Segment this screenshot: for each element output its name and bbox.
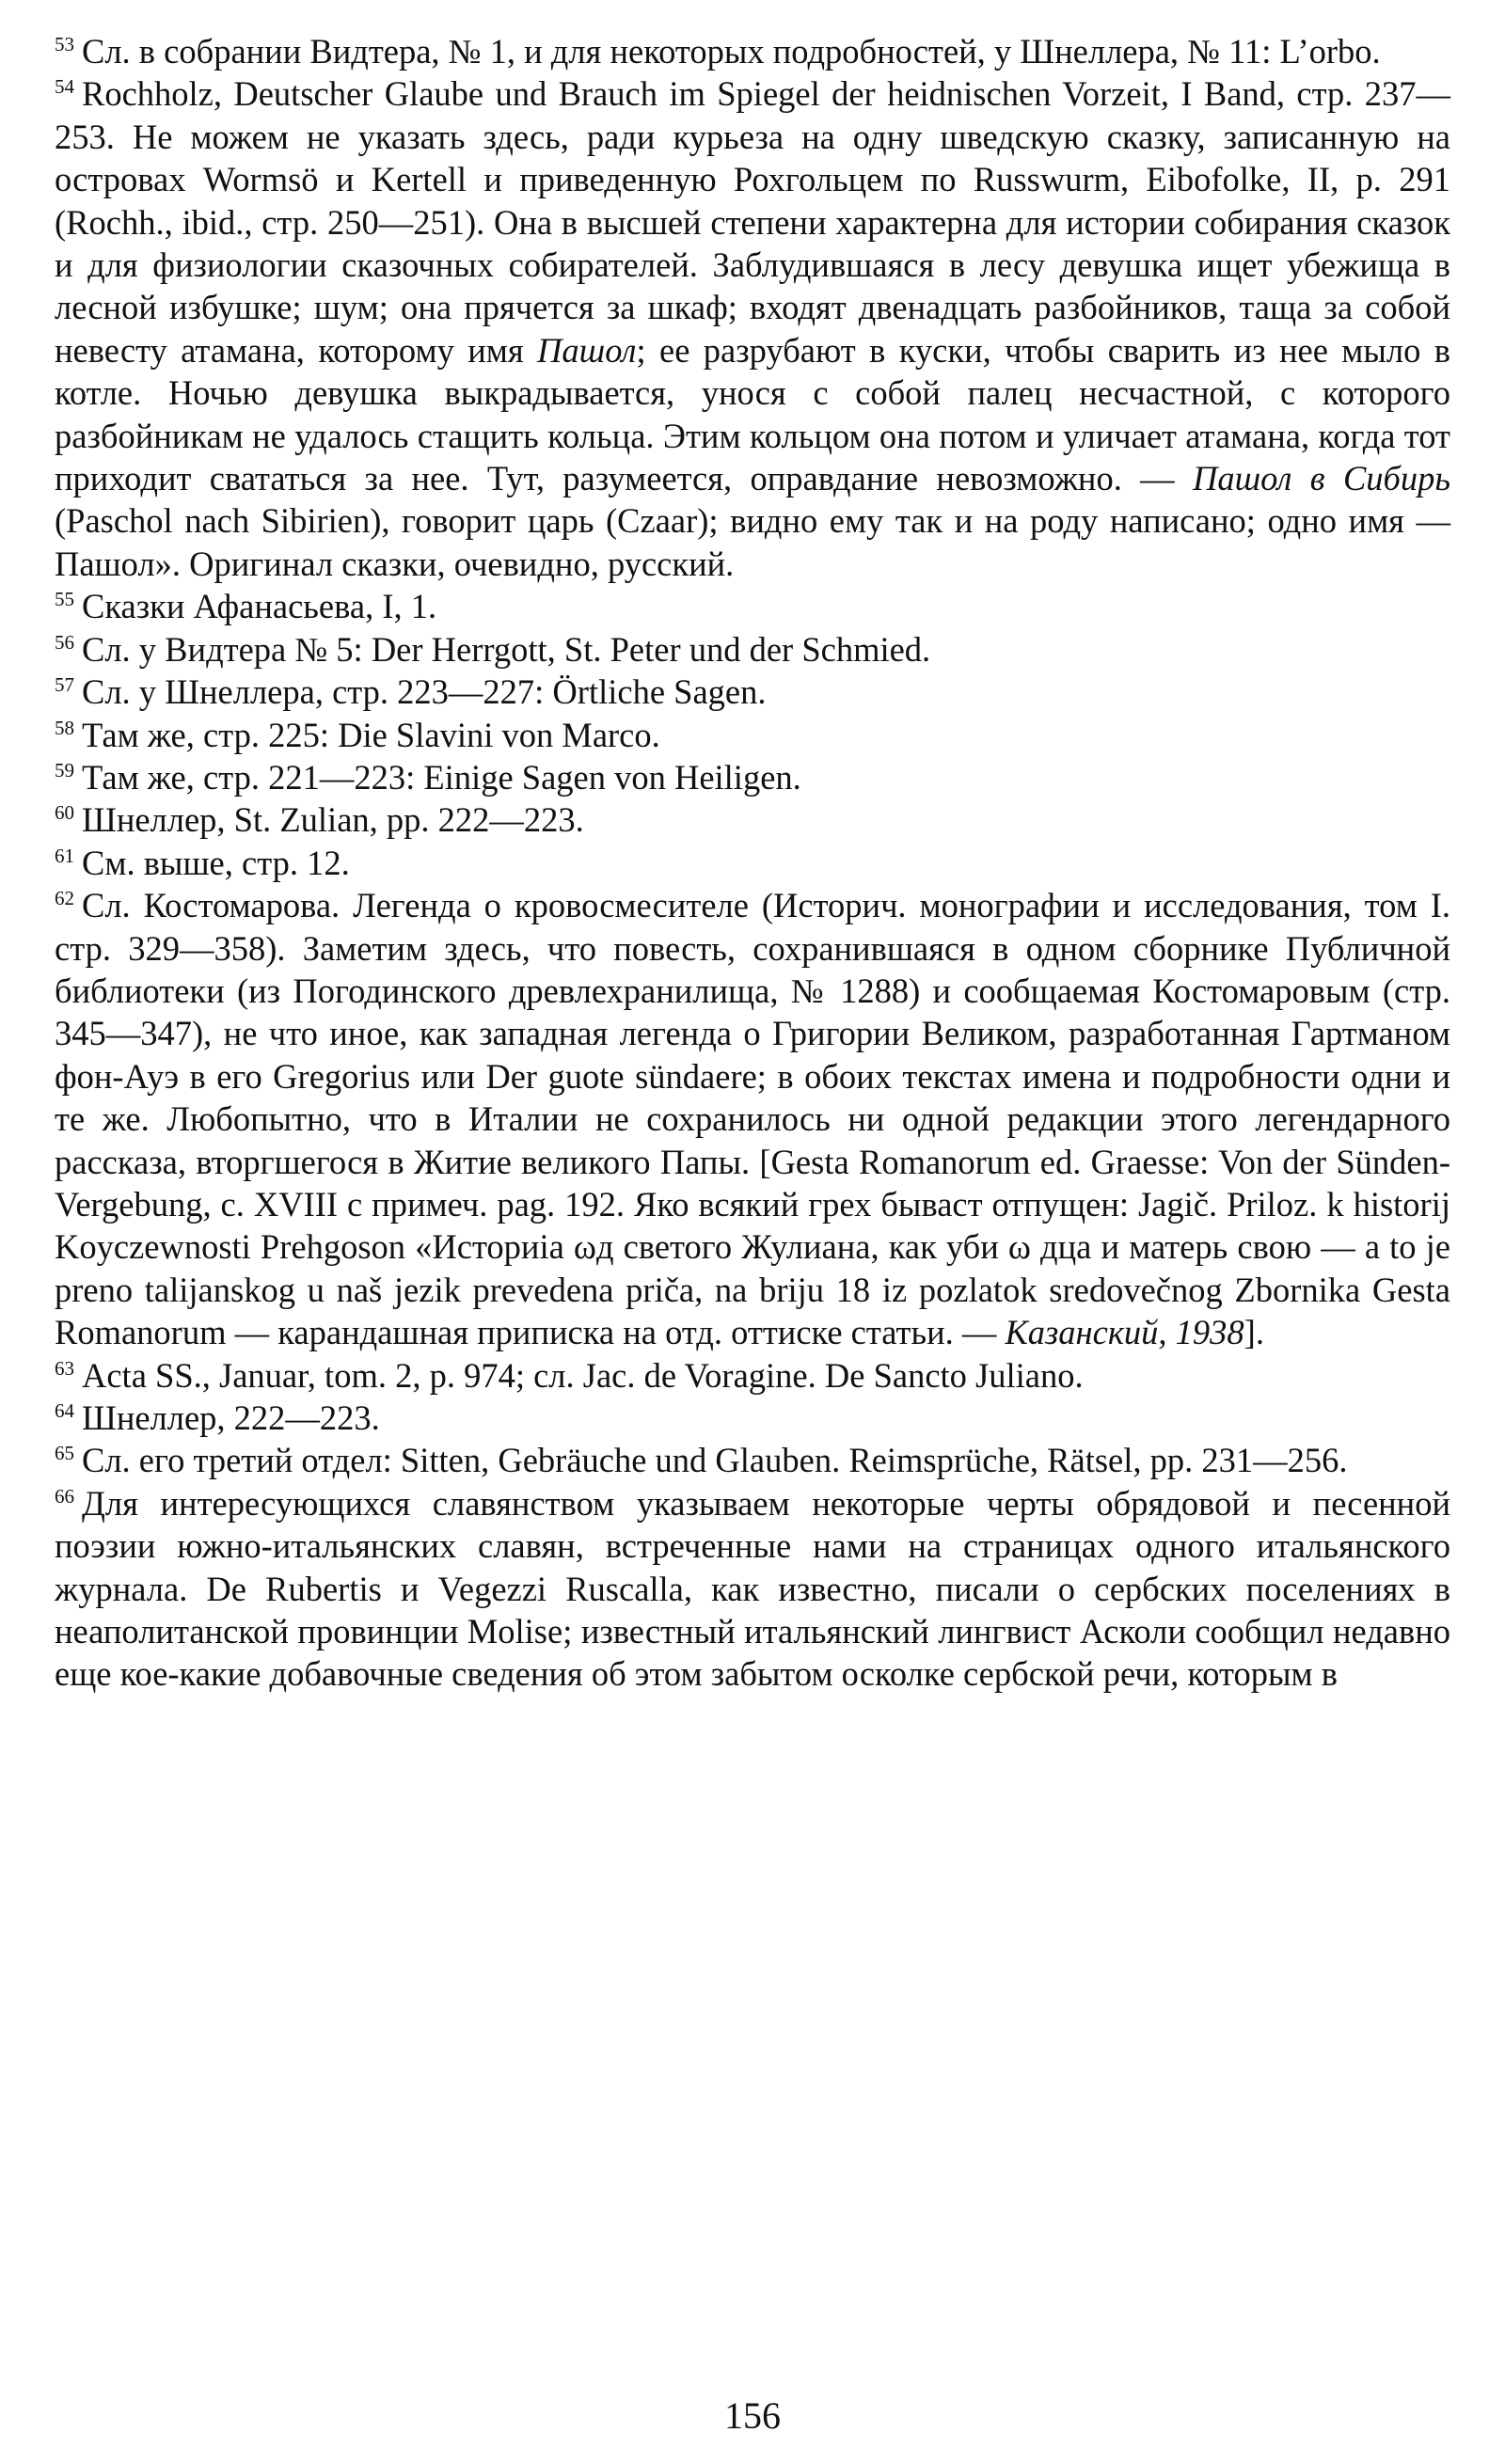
footnote-64 (55, 1397, 1450, 1439)
footnote-57 (55, 671, 1450, 713)
footnote-italic-text: Пашол в Сибирь (1193, 459, 1451, 498)
footnote-text: ]. (1244, 1313, 1264, 1352)
footnote-number: 54 (55, 75, 74, 99)
footnote-text: Сл. у Шнеллера, стр. 223—227: Örtliche Sagen. (82, 672, 767, 712)
footnote-text: Acta SS., Januar, tom. 2, p. 974; сл. Jac. de Voragine. De Sancto Juliano. (82, 1355, 1084, 1395)
footnote-66 (55, 1482, 1450, 1696)
footnote-text: Сл. его третий отдел: Sitten, Gebräuche und Glauben. Reimsprüche, Rätsel, pp. 231—256. (82, 1441, 1348, 1480)
footnotes-block (55, 30, 1450, 1696)
footnote-61 (55, 842, 1450, 884)
footnote-number: 61 (55, 844, 74, 867)
footnote-59 (55, 756, 1450, 798)
footnote-53 (55, 30, 1450, 72)
footnote-text: Шнеллер, St. Zulian, pp. 222—223. (82, 800, 584, 840)
footnote-text: Сказки Афанасьева, I, 1. (82, 587, 437, 626)
footnote-number: 64 (55, 1399, 74, 1422)
footnote-text: Rochholz, Deutscher Glaube und Brauch im Spiegel der heidnischen Vorzeit, I Band, стр. 237—253. Не можем не указать здесь, ради курьеза на одну шведскую сказку, записанную на островах Wormsö и Kertell и приведенную Рохгольцем по Russwurm, Eibofolke, II, p. 291 (Rochh., ibid., стр. 250—251). Она в высшей степени характерна для истории собирания сказок и для физиологии сказочных собирателей. Заблудившаяся в лесу девушка ищет убежища в лесной избушке; шум; она прячется за шкаф; входят двенадцать разбойников, таща за собой невесту атамана, которому имя (55, 74, 1450, 370)
footnote-63 (55, 1354, 1450, 1397)
footnote-text: Сл. у Видтера № 5: Der Herrgott, St. Peter und der Schmied. (82, 629, 931, 669)
footnote-number: 65 (55, 1442, 74, 1465)
footnote-number: 57 (55, 673, 74, 697)
footnote-text: Там же, стр. 225: Die Slavini von Marco. (82, 715, 660, 754)
footnote-58 (55, 714, 1450, 756)
footnote-number: 58 (55, 716, 74, 739)
footnote-54 (55, 72, 1450, 585)
footnote-text: Там же, стр. 221—223: Einige Sagen von Heiligen. (82, 757, 801, 797)
footnote-62 (55, 884, 1450, 1353)
footnote-text: Для интересующихся славянством указываем некоторые черты обрядовой и песенной поэзии южно-итальянских славян, встреченные нами на страницах одного итальянского журнала. De Rubertis и Vegezzi Ruscalla, как известно, писали о сербских поселениях в неаполитанской провинции Molise; известный итальянский лингвист Асколи сообщил недавно еще кое-какие добавочные сведения об этом забытом осколке сербской речи, которым в (55, 1483, 1450, 1694)
footnote-text: См. выше, стр. 12. (82, 843, 350, 882)
footnote-text: ; ее разрубают в куски, чтобы сварить из нее мыло в котле. Ночью девушка выкрадывается, унося с собой палец несчастной, с которого разбойникам не удалось стащить кольца. Этим кольцом она потом и уличает атамана, когда тот приходит свататься за нее. Тут, разумеется, оправдание невозможно. — (55, 330, 1451, 498)
footnote-55 (55, 585, 1450, 627)
footnote-number: 56 (55, 630, 74, 654)
footnote-text: (Paschol nach Sibirien), говорит царь (Czaar); видно ему так и на роду написано; одно имя — Пашол». Оригинал сказки, очевидно, русский. (55, 501, 1450, 583)
footnote-number: 53 (55, 33, 74, 55)
footnote-text: Шнеллер, 222—223. (82, 1398, 380, 1437)
footnote-56 (55, 628, 1450, 671)
footnote-text: Сл. Костомарова. Легенда о кровосмесителе (Историч. монографии и исследования, том I. стр. 329—358). Заметим здесь, что повесть, сохранившаяся в одном сборнике Публичной библиотеки (из Погодинского древлехранилища, № 1288) и сообщаемая Костомаровым (стр. 345—347), не что иное, как западная легенда о Григории Великом, разработанная Гартманом фон-Ауэ в его Gregorius или Der guote sündaere; в обоих текстах имена и подробности одни и те же. Любопытно, что в Италии не сохранилось ни одной редакции этого легендарного рассказа, вторгшегося в Житие великого Папы. [Gesta Romanorum ed. Graesse: Von der Sünden-Vergebung, c. XVIII с примеч. pag. 192. Яко всякий грех бываст отпущен: Jagič. Priloz. k historij Koyczewnosti Prehgoson «Историiа ωд светого Жулиана, как уби ω дца и матерь свою — a to je preno talijanskog u naš jezik prevedena priča, na briju 18 iz pozlatok sredovečnog Zbornika Gesta Romanorum — карандашная приписка на отд. оттиске статьи. — (55, 886, 1450, 1352)
footnote-60 (55, 798, 1450, 841)
footnote-number: 59 (55, 758, 74, 782)
footnote-65 (55, 1439, 1450, 1481)
footnote-number: 66 (55, 1484, 74, 1508)
footnote-number: 55 (55, 588, 74, 611)
footnote-italic-text: Пашол (537, 330, 637, 370)
footnote-number: 63 (55, 1356, 74, 1380)
footnote-text: Сл. в собрании Видтера, № 1, и для некоторых подробностей, у Шнеллера, № 11: L’orbo. (82, 32, 1381, 71)
footnote-italic-text: Казанский, 1938 (1005, 1313, 1244, 1352)
footnote-number: 60 (55, 801, 74, 825)
footnote-number: 62 (55, 887, 74, 910)
page-number: 156 (724, 2394, 781, 2437)
